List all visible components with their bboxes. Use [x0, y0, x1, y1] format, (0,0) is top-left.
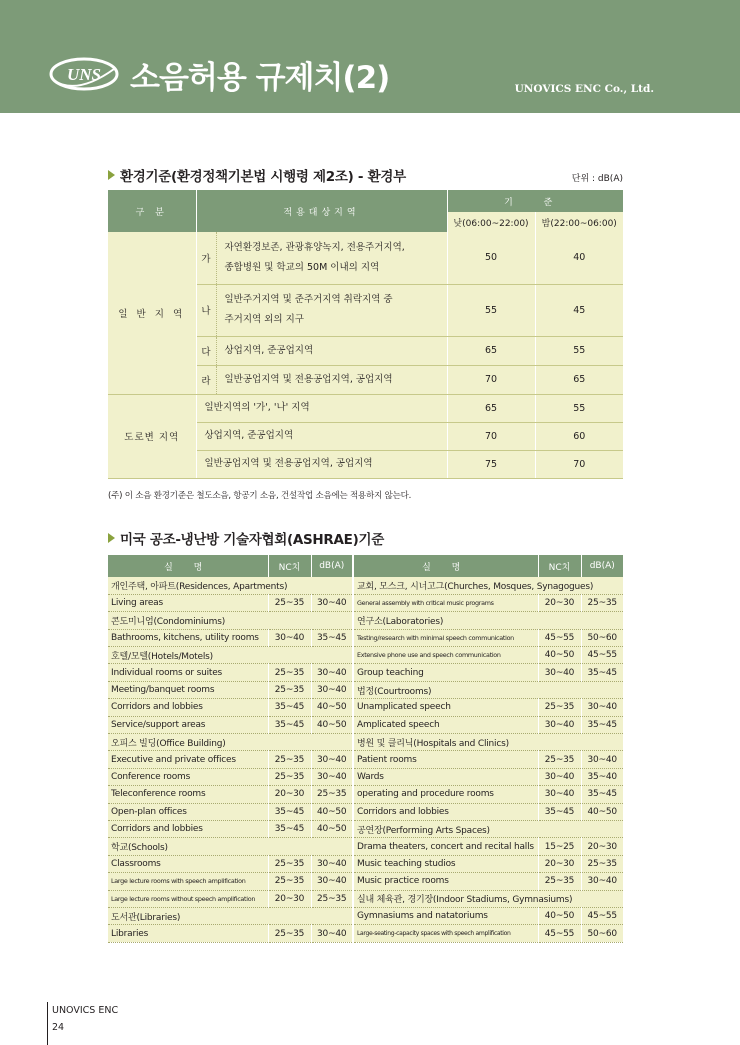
room-name-left: Large lecture rooms with speech amplification	[108, 873, 268, 890]
room-name-left: Libraries	[108, 925, 268, 942]
dba-value-left: 30~40	[311, 594, 353, 611]
company-name: UNOVICS ENC Co., Ltd.	[514, 83, 654, 95]
row-night: 70	[535, 450, 623, 478]
header-day: 낮(06:00~22:00)	[447, 212, 535, 232]
table-note: (주) 이 소음 환경기준은 철도소음, 항공기 소음, 건설작업 소음에는 적용하지 않는다.	[108, 491, 412, 501]
dba-value-right: 35~45	[581, 716, 623, 733]
table-row	[108, 803, 623, 820]
nc-value-left: 25~35	[268, 855, 311, 872]
dba-value-left: 40~50	[311, 803, 353, 820]
row-desc: 일반공업지역 및 전용공업지역, 공업지역	[216, 365, 447, 394]
nc-value-right: 30~40	[538, 768, 581, 785]
ashrae-table	[108, 555, 623, 943]
room-name-right: Drama theaters, concert and recital halls	[353, 838, 538, 855]
room-name-left: 콘도미니엄(Condominiums)	[108, 612, 353, 629]
room-name-right: operating and procedure rooms	[353, 786, 538, 803]
room-name-right: Large-seating-capacity spaces with speech amplification	[353, 925, 538, 942]
room-name-right: Unamplicated speech	[353, 699, 538, 716]
nc-value-right: 30~40	[538, 786, 581, 803]
room-name-right: Gymnasiums and natatoriums	[353, 907, 538, 924]
table-row	[108, 681, 623, 698]
room-name-right: Corridors and lobbies	[353, 803, 538, 820]
room-name-left: 오피스 빌딩(Office Building)	[108, 734, 353, 751]
dba-value-right: 45~55	[581, 907, 623, 924]
table-row	[108, 907, 623, 924]
nc-value-left: 35~45	[268, 699, 311, 716]
header-room-left: 실 명	[108, 555, 268, 577]
dba-value-left: 40~50	[311, 699, 353, 716]
environment-standard-table	[108, 190, 623, 479]
header-dba-left: dB(A)	[311, 555, 353, 577]
nc-value-right: 25~35	[538, 751, 581, 768]
table-row	[108, 629, 623, 646]
nc-value-right: 40~50	[538, 907, 581, 924]
room-name-left: Classrooms	[108, 855, 268, 872]
room-name-left: Living areas	[108, 594, 268, 611]
nc-value-left: 25~35	[268, 681, 311, 698]
dba-value-left: 30~40	[311, 681, 353, 698]
dba-value-left: 25~35	[311, 786, 353, 803]
table-row	[108, 612, 623, 629]
row-desc: 일반주거지역 및 준주거지역 취락지역 중 주거지역 외의 지구	[216, 284, 447, 336]
header-category: 구 분	[108, 190, 196, 232]
header-area: 적용대상지역	[196, 190, 447, 232]
row-day: 55	[447, 284, 535, 336]
room-name-left: Corridors and lobbies	[108, 820, 268, 837]
row-night: 40	[535, 232, 623, 284]
category-general: 일 반 지 역	[108, 232, 196, 394]
dba-value-left: 30~40	[311, 768, 353, 785]
uns-logo	[48, 55, 120, 93]
table-row	[108, 577, 623, 594]
table-row	[108, 820, 623, 837]
table-row	[108, 751, 623, 768]
bullet-triangle-icon	[108, 170, 115, 180]
room-name-left: 도서관(Libraries)	[108, 907, 353, 924]
nc-value-right: 45~55	[538, 629, 581, 646]
nc-value-right: 25~35	[538, 699, 581, 716]
dba-value-left: 40~50	[311, 820, 353, 837]
dba-value-right: 45~55	[581, 647, 623, 664]
row-day: 50	[447, 232, 535, 284]
nc-value-left: 25~35	[268, 594, 311, 611]
dba-value-right: 35~45	[581, 664, 623, 681]
row-desc: 자연환경보존, 관광휴양녹지, 전용주거지역, 종합병원 및 학교의 50M 이내의 지역	[216, 232, 447, 284]
room-name-right: 교회, 모스크, 시너고그(Churches, Mosques, Synagogues)	[353, 577, 623, 594]
row-night: 55	[535, 394, 623, 422]
row-day: 70	[447, 365, 535, 394]
header-dba-right: dB(A)	[581, 555, 623, 577]
room-name-right: Music teaching studios	[353, 855, 538, 872]
room-name-left: 학교(Schools)	[108, 838, 353, 855]
nc-value-right: 45~55	[538, 925, 581, 942]
table-row	[108, 838, 623, 855]
nc-value-left: 25~35	[268, 925, 311, 942]
category-roadside: 도로변 지역	[108, 394, 196, 478]
nc-value-left: 25~35	[268, 751, 311, 768]
page-number: 24	[52, 1022, 65, 1033]
nc-value-right: 20~30	[538, 594, 581, 611]
table-row	[108, 664, 623, 681]
bullet-triangle-icon	[108, 533, 115, 543]
table-row	[108, 734, 623, 751]
header-standard: 기 준	[447, 190, 623, 212]
table-row	[108, 716, 623, 733]
row-desc: 일반지역의 '가', '나' 지역	[196, 394, 447, 422]
header-room-right: 실 명	[353, 555, 538, 577]
page-title: 소음허용 규제치(2)	[130, 60, 390, 96]
room-name-left: Large lecture rooms without speech amplification	[108, 890, 268, 907]
footer-divider	[47, 1002, 48, 1045]
nc-value-left: 35~45	[268, 820, 311, 837]
room-name-left: Individual rooms or suites	[108, 664, 268, 681]
dba-value-left: 35~45	[311, 629, 353, 646]
room-name-right: 법정(Courtrooms)	[353, 681, 623, 698]
table-row	[108, 925, 623, 942]
room-name-left: Open-plan offices	[108, 803, 268, 820]
section2-heading	[108, 528, 384, 548]
section1-heading-text: 환경기준(환경정책기본법 시행령 제2조) - 환경부	[120, 169, 406, 185]
header-night: 밤(22:00~06:00)	[535, 212, 623, 232]
dba-value-right: 30~40	[581, 699, 623, 716]
dba-value-right: 50~60	[581, 629, 623, 646]
nc-value-left: 20~30	[268, 890, 311, 907]
nc-value-left: 25~35	[268, 664, 311, 681]
dba-value-left: 30~40	[311, 664, 353, 681]
room-name-right: Wards	[353, 768, 538, 785]
table-row	[108, 647, 623, 664]
nc-value-right: 15~25	[538, 838, 581, 855]
logo-text: UNS	[66, 65, 102, 84]
row-desc: 상업지역, 준공업지역	[196, 422, 447, 450]
table-row	[108, 786, 623, 803]
dba-value-left: 30~40	[311, 873, 353, 890]
nc-value-left: 25~35	[268, 873, 311, 890]
section2-heading-text: 미국 공조-냉난방 기술자협회(ASHRAE)기준	[120, 532, 384, 548]
table-row	[108, 890, 623, 907]
row-desc: 상업지역, 준공업지역	[216, 336, 447, 365]
room-name-right: General assembly with critical music programs	[353, 594, 538, 611]
room-name-left: 호텔/모텔(Hotels/Motels)	[108, 647, 353, 664]
row-night: 45	[535, 284, 623, 336]
room-name-right: 연구소(Laboratories)	[353, 612, 623, 629]
room-name-left: Executive and private offices	[108, 751, 268, 768]
room-name-left: Service/support areas	[108, 716, 268, 733]
room-name-right: 공연장(Performing Arts Spaces)	[353, 820, 623, 837]
dba-value-left: 30~40	[311, 925, 353, 942]
nc-value-left: 35~45	[268, 803, 311, 820]
row-mark: 나	[196, 284, 216, 336]
room-name-left: Meeting/banquet rooms	[108, 681, 268, 698]
dba-value-right: 35~45	[581, 786, 623, 803]
room-name-left: Corridors and lobbies	[108, 699, 268, 716]
nc-value-right: 20~30	[538, 855, 581, 872]
table-row	[108, 768, 623, 785]
row-mark: 라	[196, 365, 216, 394]
header-nc-right: NC치	[538, 555, 581, 577]
table-row	[108, 873, 623, 890]
nc-value-left: 20~30	[268, 786, 311, 803]
room-name-right: 병원 및 클리닉(Hospitals and Clinics)	[353, 734, 623, 751]
room-name-right: Group teaching	[353, 664, 538, 681]
header-nc-left: NC치	[268, 555, 311, 577]
dba-value-left: 25~35	[311, 890, 353, 907]
room-name-right: Extensive phone use and speech communication	[353, 647, 538, 664]
nc-value-right: 35~45	[538, 803, 581, 820]
room-name-right: Music practice rooms	[353, 873, 538, 890]
header-banner	[0, 0, 740, 113]
dba-value-right: 25~35	[581, 855, 623, 872]
dba-value-left: 30~40	[311, 751, 353, 768]
row-mark: 가	[196, 232, 216, 284]
row-day: 75	[447, 450, 535, 478]
nc-value-left: 35~45	[268, 716, 311, 733]
row-day: 65	[447, 394, 535, 422]
room-name-right: Amplicated speech	[353, 716, 538, 733]
table-row	[108, 855, 623, 872]
nc-value-right: 25~35	[538, 873, 581, 890]
dba-value-left: 30~40	[311, 855, 353, 872]
row-day: 70	[447, 422, 535, 450]
unit-label: 단위 : dB(A)	[571, 174, 623, 184]
room-name-right: Patient rooms	[353, 751, 538, 768]
room-name-right: Testing/research with minimal speech communication	[353, 629, 538, 646]
ashrae-table-body	[108, 577, 623, 942]
footer-company: UNOVICS ENC	[52, 1005, 119, 1016]
dba-value-left: 40~50	[311, 716, 353, 733]
dba-value-right: 30~40	[581, 873, 623, 890]
table-row	[108, 594, 623, 611]
dba-value-right: 35~40	[581, 768, 623, 785]
row-night: 65	[535, 365, 623, 394]
row-night: 60	[535, 422, 623, 450]
row-mark: 다	[196, 336, 216, 365]
table-row	[108, 699, 623, 716]
room-name-right: 실내 체육관, 경기장(Indoor Stadiums, Gymnasiums)	[353, 890, 623, 907]
dba-value-right: 30~40	[581, 751, 623, 768]
nc-value-left: 25~35	[268, 768, 311, 785]
dba-value-right: 20~30	[581, 838, 623, 855]
room-name-left: Conference rooms	[108, 768, 268, 785]
nc-value-right: 30~40	[538, 664, 581, 681]
room-name-left: 개인주택, 아파트(Residences, Apartments)	[108, 577, 353, 594]
room-name-left: Bathrooms, kitchens, utility rooms	[108, 629, 268, 646]
room-name-left: Teleconference rooms	[108, 786, 268, 803]
section1-heading	[108, 165, 406, 185]
dba-value-right: 25~35	[581, 594, 623, 611]
row-night: 55	[535, 336, 623, 365]
row-day: 65	[447, 336, 535, 365]
nc-value-right: 30~40	[538, 716, 581, 733]
nc-value-right: 40~50	[538, 647, 581, 664]
row-desc: 일반공업지역 및 전용공업지역, 공업지역	[196, 450, 447, 478]
dba-value-right: 40~50	[581, 803, 623, 820]
nc-value-left: 30~40	[268, 629, 311, 646]
dba-value-right: 50~60	[581, 925, 623, 942]
